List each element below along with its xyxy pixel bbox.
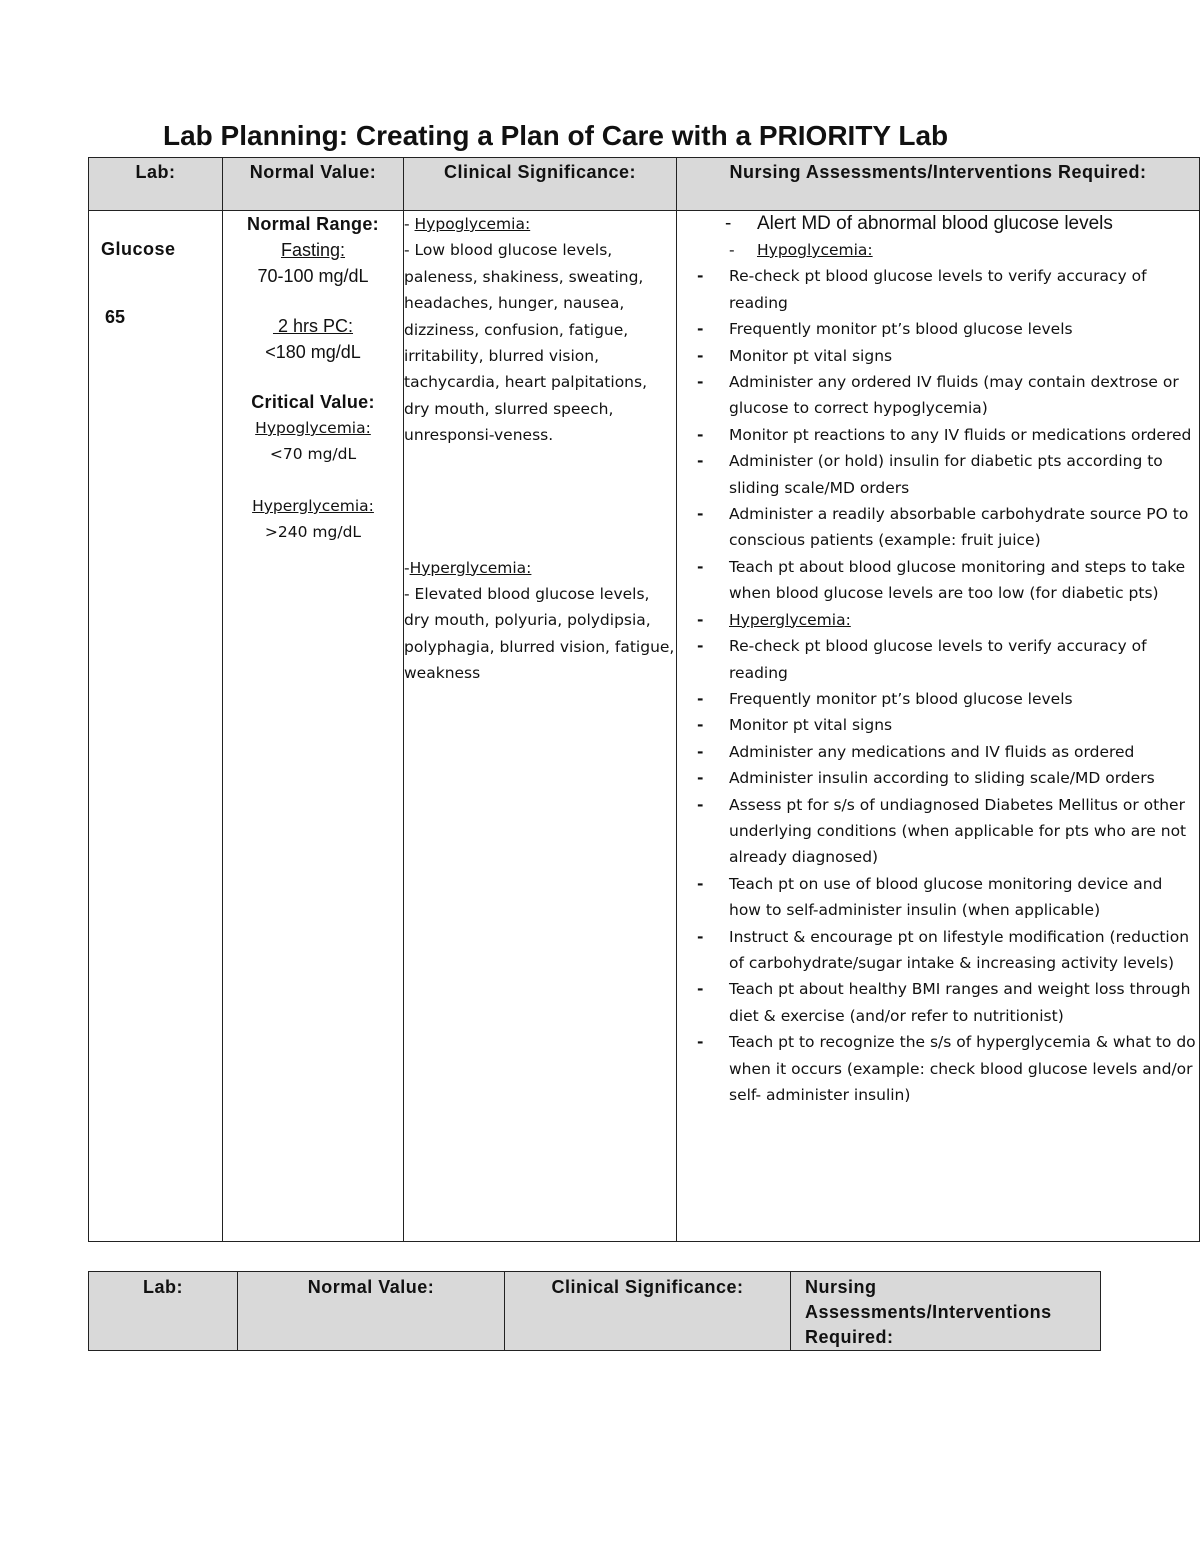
table-row	[89, 211, 1200, 1242]
alert-item: - Alert MD of abnormal blood glucose levels	[725, 213, 1113, 234]
critical-hypo-value: <70 mg/dL	[269, 445, 357, 463]
fasting-label: Fasting:	[280, 240, 346, 260]
hypo-intervention-item: - Teach pt about blood glucose monitoring and steps to take when blood glucose levels are too low (for diabetic pts)	[677, 554, 1199, 607]
lab-table-glucose	[88, 157, 1200, 1242]
alert-text: Alert MD of abnormal blood glucose levels	[757, 213, 1113, 234]
hypo-intervention-item: - Re-check pt blood glucose levels to verify accuracy of reading	[677, 263, 1199, 316]
nursing-hyper-label: Hyperglycemia:	[729, 610, 851, 629]
hypo-intervention-item: - Administer a readily absorbable carbohydrate source PO to conscious patients (example: fruit juice)	[677, 501, 1199, 554]
hyper-intervention-item: - Instruct & encourage pt on lifestyle modification (reduction of carbohydrate/sugar intake & increasing activity levels)	[677, 924, 1199, 977]
pc-label: 2 hrs PC:	[272, 316, 354, 336]
clinical-hyper-text: - Elevated blood glucose levels, dry mouth, polyuria, polydipsia, polyphagia, blurred vision, fatigue, weakness	[404, 585, 675, 683]
header-nursing	[791, 1272, 1101, 1351]
lab-table-blank	[88, 1271, 1101, 1351]
hyper-prefix: -	[404, 558, 410, 577]
hyper-intervention-item: - Re-check pt blood glucose levels to verify accuracy of reading	[677, 633, 1199, 686]
header-normal-value: Normal Value:	[238, 1272, 505, 1351]
critical-hypo-label: Hypoglycemia:	[255, 419, 371, 437]
hypo-intervention-item: - Administer (or hold) insulin for diabetic pts according to sliding scale/MD orders	[677, 448, 1199, 501]
normal-value-cell	[223, 211, 404, 1242]
critical-value-title: Critical Value:	[251, 392, 375, 412]
hyper-intervention-item: - Teach pt on use of blood glucose monitoring device and how to self-administer insulin (when applicable)	[677, 871, 1199, 924]
header-normal-value: Normal Value:	[223, 158, 404, 211]
lab-cell	[89, 211, 223, 1242]
header-nursing-line1: Nursing	[805, 1277, 877, 1297]
clinical-significance-cell	[404, 211, 677, 1242]
hypo-intervention-item: - Administer any ordered IV fluids (may contain dextrose or glucose to correct hypoglycemia)	[677, 369, 1199, 422]
table-header-row	[89, 1272, 1101, 1351]
table-header-row	[89, 158, 1200, 211]
clinical-hypo-label: Hypoglycemia:	[414, 215, 531, 233]
hyper-intervention-item: - Teach pt to recognize the s/s of hyperglycemia & what to do when it occurs (example: check blood glucose levels and/or self- administer insulin)	[677, 1029, 1199, 1108]
clinical-hypo-text: - Low blood glucose levels, paleness, shakiness, sweating, headaches, hunger, nausea, dizziness, confusion, fatigue, irritability, blurred vision, tachycardia, heart palpitations, dry mouth, slurred speech, unresponsi-veness.	[404, 241, 648, 445]
normal-range-title: Normal Range:	[247, 214, 379, 234]
hyper-interventions-list	[677, 633, 1199, 1108]
critical-hyper-label: Hyperglycemia:	[252, 497, 374, 515]
hyper-intervention-item: - Teach pt about healthy BMI ranges and weight loss through diet & exercise (and/or refer to nutritionist)	[677, 976, 1199, 1029]
nursing-cell	[677, 211, 1200, 1242]
critical-hyper-value: >240 mg/dL	[264, 523, 362, 541]
pc-value: <180 mg/dL	[265, 342, 361, 362]
header-clinical-significance: Clinical Significance:	[404, 158, 677, 211]
nursing-hypo-label: Hypoglycemia:	[757, 241, 873, 259]
hyper-intervention-item: - Monitor pt vital signs	[677, 712, 1199, 738]
header-nursing: Nursing Assessments/Interventions Required:	[677, 158, 1200, 211]
header-nursing-line3: Required:	[805, 1327, 894, 1347]
hypo-prefix: -	[404, 215, 415, 233]
hypo-heading: - Hypoglycemia:	[729, 241, 873, 259]
page-title: Lab Planning: Creating a Plan of Care with a PRIORITY Lab	[163, 120, 949, 151]
hypo-intervention-item: - Monitor pt vital signs	[677, 343, 1199, 369]
hypo-intervention-item: - Monitor pt reactions to any IV fluids or medications ordered	[677, 422, 1199, 448]
hypo-interventions-list	[677, 263, 1199, 606]
hyper-intervention-item: - Administer any medications and IV fluids as ordered	[677, 739, 1199, 765]
lab-name: Glucose	[101, 239, 176, 259]
hyper-intervention-item: - Assess pt for s/s of undiagnosed Diabetes Mellitus or other underlying conditions (when applicable for pts who are not already diagnosed)	[677, 792, 1199, 871]
clinical-hyper-label: Hyperglycemia:	[409, 558, 532, 577]
hyper-heading-list	[677, 607, 1199, 633]
hyper-intervention-item: - Administer insulin according to sliding scale/MD orders	[677, 765, 1199, 791]
hyper-heading	[677, 607, 1199, 633]
header-clinical-significance: Clinical Significance:	[505, 1272, 791, 1351]
hypo-intervention-item: - Frequently monitor pt’s blood glucose levels	[677, 316, 1199, 342]
header-nursing-line2: Assessments/Interventions	[805, 1302, 1052, 1322]
lab-result-value: 65	[105, 307, 126, 327]
header-lab: Lab:	[89, 1272, 238, 1351]
header-lab: Lab:	[89, 158, 223, 211]
fasting-value: 70-100 mg/dL	[257, 266, 369, 286]
hyper-intervention-item: - Frequently monitor pt’s blood glucose levels	[677, 686, 1199, 712]
